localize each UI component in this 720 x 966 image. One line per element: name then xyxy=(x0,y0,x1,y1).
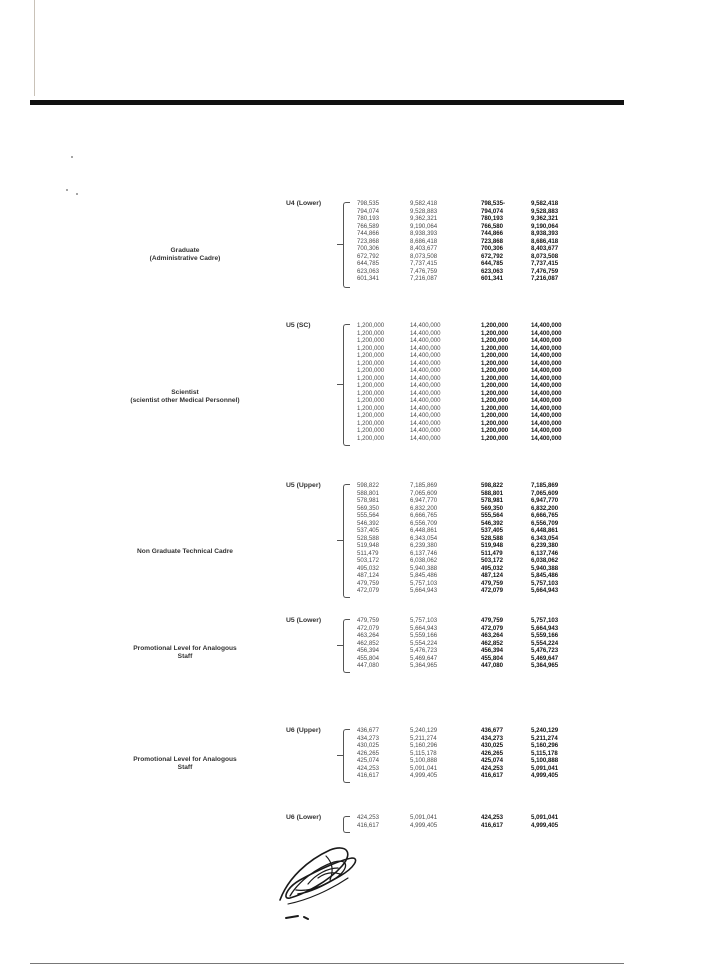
cell: 1,200,000 xyxy=(481,389,509,397)
cell: 9,528,883 xyxy=(410,207,438,215)
cadre-line: Promotional Level for Analogous xyxy=(133,756,237,763)
value-column-4 xyxy=(531,814,558,829)
cell: 7,185,869 xyxy=(531,482,559,489)
cell: 4,999,405 xyxy=(410,772,438,779)
cell: 1,200,000 xyxy=(357,419,385,427)
cell: 14,400,000 xyxy=(531,412,562,419)
cell: 6,832,200 xyxy=(410,504,438,512)
cell: 1,200,000 xyxy=(357,367,385,374)
cell: 9,582,418 xyxy=(531,200,559,207)
value-column-4 xyxy=(531,482,558,595)
cell: 447,080 xyxy=(357,662,380,669)
cell: 1,200,000 xyxy=(481,329,509,337)
value-column-1 xyxy=(357,727,379,780)
bracket-tick xyxy=(337,244,343,245)
scan-speck xyxy=(66,189,68,191)
cell: 14,400,000 xyxy=(410,434,441,442)
cell: 6,239,380 xyxy=(531,542,559,549)
cell: 598,822 xyxy=(357,482,380,489)
cell: 5,091,041 xyxy=(531,764,559,772)
cell: 7,065,609 xyxy=(410,489,438,497)
cell: 14,400,000 xyxy=(531,367,562,374)
cell: 1,200,000 xyxy=(357,389,385,397)
cell: 495,032 xyxy=(357,564,380,572)
cell: 1,200,000 xyxy=(357,352,385,359)
cell: 1,200,000 xyxy=(357,412,385,419)
cell: 537,405 xyxy=(357,527,380,534)
cell: 555,564 xyxy=(357,512,380,519)
cell: 672,792 xyxy=(357,252,380,260)
cadre-label xyxy=(80,756,290,772)
cell: 9,528,883 xyxy=(531,207,559,215)
cell: 569,350 xyxy=(481,504,504,512)
cell: 14,400,000 xyxy=(531,389,562,397)
salary-level-label: U5 (Upper) xyxy=(286,482,321,489)
cell: 623,063 xyxy=(357,267,380,275)
cell: 1,200,000 xyxy=(357,404,385,412)
cell: 1,200,000 xyxy=(481,404,509,412)
cell: 1,200,000 xyxy=(357,344,385,352)
cell: 425,074 xyxy=(357,757,380,764)
value-column-3 xyxy=(481,482,503,595)
cell: 426,265 xyxy=(357,749,380,757)
cell: 623,063 xyxy=(481,267,504,275)
value-column-3 xyxy=(481,617,503,670)
cell: 14,400,000 xyxy=(410,322,441,329)
cadre-label xyxy=(80,548,290,556)
cadre-label xyxy=(80,247,290,263)
cell: 14,400,000 xyxy=(410,344,441,352)
cell: 6,556,709 xyxy=(531,519,559,527)
cell: 416,617 xyxy=(357,821,380,829)
cell: 456,394 xyxy=(357,647,380,654)
cell: 8,686,418 xyxy=(531,237,559,245)
cell: 424,253 xyxy=(357,814,380,821)
cell: 519,948 xyxy=(481,542,504,549)
cell: 4,999,405 xyxy=(410,821,438,829)
cell: 456,394 xyxy=(481,647,504,654)
cadre-line: (Administrative Cadre) xyxy=(149,255,221,262)
cell: 1,200,000 xyxy=(481,434,509,442)
cell: 1,200,000 xyxy=(481,359,509,367)
cadre-line: (scientist other Medical Personnel) xyxy=(130,397,240,404)
bracket xyxy=(343,484,350,598)
cell: 5,091,041 xyxy=(410,814,438,821)
cell: 416,617 xyxy=(357,772,380,779)
value-column-1 xyxy=(357,814,379,829)
cell: 7,216,087 xyxy=(410,275,438,282)
cell: 1,200,000 xyxy=(357,397,385,404)
margin-line xyxy=(34,0,35,96)
cell: 472,079 xyxy=(481,587,504,594)
cadre-label xyxy=(80,389,290,405)
cell: 511,479 xyxy=(481,549,503,557)
cell: 479,759 xyxy=(481,617,504,624)
cell: 8,938,393 xyxy=(531,230,559,237)
cell: 5,211,274 xyxy=(410,734,437,742)
cell: 6,947,770 xyxy=(531,497,559,504)
cell: 5,115,178 xyxy=(410,749,437,757)
value-column-2 xyxy=(410,814,437,829)
cell: 14,400,000 xyxy=(410,352,441,359)
cell: 766,589 xyxy=(357,222,380,230)
salary-level-label: U5 (SC) xyxy=(286,322,311,329)
cadre-line: Staff xyxy=(177,764,193,771)
cell: 487,124 xyxy=(357,572,380,579)
cadre-line: Non Graduate Technical Cadre xyxy=(137,548,233,555)
cell: 780,193 xyxy=(357,215,380,222)
cell: 5,664,943 xyxy=(410,587,438,594)
cell: 5,664,943 xyxy=(531,587,559,594)
cell: 6,038,062 xyxy=(531,557,559,564)
cell: 436,677 xyxy=(357,727,380,734)
cell: 6,343,054 xyxy=(410,534,438,542)
cell: 7,476,759 xyxy=(531,267,559,275)
cell: 5,476,723 xyxy=(531,647,559,654)
cell: 5,664,943 xyxy=(410,624,438,632)
cell: 672,792 xyxy=(481,252,504,260)
cell: 5,476,723 xyxy=(410,647,438,654)
cell: 780,193 xyxy=(481,215,504,222)
cell: 578,981 xyxy=(357,497,380,504)
cell: 455,804 xyxy=(357,654,380,662)
cell: 426,265 xyxy=(481,749,504,757)
cell: 5,091,041 xyxy=(410,764,438,772)
cell: 5,100,888 xyxy=(531,757,559,764)
cell: 546,392 xyxy=(357,519,380,527)
cell: 1,200,000 xyxy=(481,344,509,352)
cell: 14,400,000 xyxy=(531,382,562,389)
cell: 1,200,000 xyxy=(481,382,509,389)
value-column-3 xyxy=(481,200,505,283)
cell: 5,554,224 xyxy=(531,639,559,647)
scan-speck xyxy=(76,193,78,195)
cell: 8,938,393 xyxy=(410,230,438,237)
cell: 472,079 xyxy=(357,587,380,594)
cell: 4,999,405 xyxy=(531,821,559,829)
cell: 4,999,405 xyxy=(531,772,559,779)
cadre-line: Staff xyxy=(177,653,193,660)
cell: 528,588 xyxy=(481,534,504,542)
cell: 5,091,041 xyxy=(531,814,559,821)
cell: 1,200,000 xyxy=(357,374,385,382)
cell: 798,535 xyxy=(357,200,380,207)
cell: 5,559,166 xyxy=(410,632,438,639)
cell: 425,074 xyxy=(481,757,504,764)
cell: 6,556,709 xyxy=(410,519,438,527)
cell: 9,362,321 xyxy=(531,215,559,222)
cell: 5,115,178 xyxy=(531,749,558,757)
cell: 7,185,869 xyxy=(410,482,438,489)
value-column-3 xyxy=(481,814,503,829)
cell: 588,801 xyxy=(357,489,380,497)
value-column-1 xyxy=(357,617,379,670)
cell: 487,124 xyxy=(481,572,504,579)
cell: 700,306 xyxy=(481,245,504,252)
cell: 14,400,000 xyxy=(410,412,441,419)
cell: 8,403,677 xyxy=(531,245,559,252)
cell: 5,160,296 xyxy=(531,742,559,749)
cell: 14,400,000 xyxy=(531,397,562,404)
cell: 8,073,508 xyxy=(410,252,438,260)
cell: 5,160,296 xyxy=(410,742,438,749)
salary-level-label: U5 (Lower) xyxy=(286,617,322,624)
salary-level-label: U6 (Lower) xyxy=(286,814,322,821)
cell: 495,032 xyxy=(481,564,504,572)
bracket xyxy=(343,619,350,673)
cell: 569,350 xyxy=(357,504,380,512)
cell: 14,400,000 xyxy=(531,427,562,434)
cell: 1,200,000 xyxy=(357,427,385,434)
cell: 700,306 xyxy=(357,245,380,252)
cell: 6,343,054 xyxy=(531,534,559,542)
cell: 8,686,418 xyxy=(410,237,438,245)
cell: 601,341 xyxy=(481,275,504,282)
cell: 5,757,103 xyxy=(410,579,438,587)
cell: 5,940,388 xyxy=(531,564,559,572)
cell: 14,400,000 xyxy=(410,427,441,434)
cell: 1,200,000 xyxy=(357,434,385,442)
value-column-4 xyxy=(531,727,558,780)
cell: 7,476,759 xyxy=(410,267,438,275)
cell: 798,535- xyxy=(481,200,506,207)
cell: 9,582,418 xyxy=(410,200,438,207)
cell: 744,866 xyxy=(357,230,380,237)
value-column-3 xyxy=(481,727,503,780)
cell: 555,564 xyxy=(481,512,504,519)
cell: 546,392 xyxy=(481,519,504,527)
cell: 723,868 xyxy=(481,237,504,245)
bracket-tick xyxy=(337,755,343,756)
cell: 5,554,224 xyxy=(410,639,438,647)
cell: 6,666,765 xyxy=(531,512,559,519)
cell: 6,137,746 xyxy=(531,549,559,557)
cell: 430,025 xyxy=(357,742,380,749)
cell: 14,400,000 xyxy=(410,419,441,427)
cell: 794,074 xyxy=(481,207,504,215)
cell: 1,200,000 xyxy=(481,419,509,427)
cell: 5,364,965 xyxy=(531,662,559,669)
cell: 1,200,000 xyxy=(481,374,509,382)
cell: 14,400,000 xyxy=(531,337,562,344)
cell: 430,025 xyxy=(481,742,504,749)
cell: 14,400,000 xyxy=(531,419,562,427)
cell: 5,240,129 xyxy=(410,727,438,734)
cell: 7,737,415 xyxy=(410,260,438,267)
cell: 424,253 xyxy=(357,764,380,772)
cell: 462,852 xyxy=(481,639,504,647)
bracket-tick xyxy=(337,645,343,646)
value-column-1 xyxy=(357,482,379,595)
bracket-tick xyxy=(337,540,343,541)
cell: 6,666,765 xyxy=(410,512,438,519)
cell: 14,400,000 xyxy=(410,382,441,389)
cell: 766,580 xyxy=(481,222,504,230)
cell: 5,757,103 xyxy=(410,617,438,624)
cell: 14,400,000 xyxy=(410,329,441,337)
cell: 6,448,861 xyxy=(410,527,438,534)
cell: 503,172 xyxy=(481,557,504,564)
cell: 5,211,274 xyxy=(531,734,558,742)
bracket xyxy=(343,729,350,783)
cell: 14,400,000 xyxy=(410,367,441,374)
cell: 644,785 xyxy=(357,260,380,267)
cell: 6,137,746 xyxy=(410,549,438,557)
cell: 598,822 xyxy=(481,482,504,489)
cadre-line: Graduate xyxy=(170,247,200,254)
value-column-1 xyxy=(357,322,384,442)
value-column-4 xyxy=(531,200,558,283)
cell: 455,804 xyxy=(481,654,504,662)
salary-level-label: U4 (Lower) xyxy=(286,200,322,207)
value-column-4 xyxy=(531,322,562,442)
cell: 434,273 xyxy=(481,734,504,742)
cell: 463,264 xyxy=(357,632,380,639)
cell: 6,832,200 xyxy=(531,504,559,512)
cell: 472,079 xyxy=(357,624,380,632)
cell: 6,947,770 xyxy=(410,497,438,504)
cell: 14,400,000 xyxy=(531,344,562,352)
cell: 463,264 xyxy=(481,632,504,639)
cell: 503,172 xyxy=(357,557,380,564)
cell: 1,200,000 xyxy=(357,337,385,344)
cell: 578,981 xyxy=(481,497,504,504)
value-column-2 xyxy=(410,200,437,283)
cell: 14,400,000 xyxy=(410,397,441,404)
cell: 424,253 xyxy=(481,814,504,821)
cell: 8,403,677 xyxy=(410,245,438,252)
cadre-line: Scientist xyxy=(171,389,199,396)
bracket-tick xyxy=(337,384,343,385)
bracket xyxy=(343,816,350,833)
cell: 14,400,000 xyxy=(531,374,562,382)
cell: 5,757,103 xyxy=(531,617,559,624)
cell: 447,080 xyxy=(481,662,504,669)
cell: 7,216,087 xyxy=(531,275,559,282)
cell: 14,400,000 xyxy=(410,374,441,382)
cell: 462,852 xyxy=(357,639,380,647)
cell: 723,868 xyxy=(357,237,380,245)
cell: 9,190,064 xyxy=(410,222,438,230)
cell: 5,240,129 xyxy=(531,727,559,734)
cell: 5,845,486 xyxy=(410,572,438,579)
cell: 5,100,888 xyxy=(410,757,438,764)
cell: 1,200,000 xyxy=(357,382,385,389)
cell: 416,617 xyxy=(481,772,504,779)
cell: 744,866 xyxy=(481,230,504,237)
cell: 1,200,000 xyxy=(357,329,385,337)
cell: 1,200,000 xyxy=(357,359,385,367)
cell: 5,559,166 xyxy=(531,632,559,639)
cell: 5,469,647 xyxy=(410,654,438,662)
cell: 9,190,064 xyxy=(531,222,559,230)
cell: 479,759 xyxy=(357,617,380,624)
cell: 6,239,380 xyxy=(410,542,438,549)
bracket xyxy=(343,202,350,288)
cell: 9,362,321 xyxy=(410,215,438,222)
cell: 14,400,000 xyxy=(531,434,562,442)
value-column-2 xyxy=(410,322,441,442)
cell: 1,200,000 xyxy=(357,322,385,329)
cell: 14,400,000 xyxy=(531,404,562,412)
value-column-2 xyxy=(410,617,437,670)
cell: 424,253 xyxy=(481,764,504,772)
value-column-2 xyxy=(410,482,437,595)
cadre-line: Promotional Level for Analogous xyxy=(133,645,237,652)
footer-rule xyxy=(30,963,624,964)
cell: 14,400,000 xyxy=(531,352,562,359)
cell: 794,074 xyxy=(357,207,380,215)
cell: 14,400,000 xyxy=(410,337,441,344)
cell: 588,801 xyxy=(481,489,504,497)
cell: 416,617 xyxy=(481,821,504,829)
cell: 601,341 xyxy=(357,275,380,282)
cell: 14,400,000 xyxy=(410,389,441,397)
cell: 1,200,000 xyxy=(481,367,509,374)
cell: 6,038,062 xyxy=(410,557,438,564)
cell: 14,400,000 xyxy=(531,359,562,367)
cell: 1,200,000 xyxy=(481,412,509,419)
cell: 1,200,000 xyxy=(481,322,509,329)
value-column-4 xyxy=(531,617,558,670)
cell: 7,737,415 xyxy=(531,260,559,267)
cell: 7,065,609 xyxy=(531,489,559,497)
cadre-label xyxy=(80,645,290,661)
cell: 479,759 xyxy=(481,579,504,587)
cell: 519,948 xyxy=(357,542,380,549)
cell: 472,079 xyxy=(481,624,504,632)
cell: 479,759 xyxy=(357,579,380,587)
cell: 436,677 xyxy=(481,727,504,734)
cell: 644,785 xyxy=(481,260,504,267)
cell: 434,273 xyxy=(357,734,380,742)
cell: 528,588 xyxy=(357,534,380,542)
cell: 1,200,000 xyxy=(481,427,509,434)
cell: 537,405 xyxy=(481,527,504,534)
cell: 14,400,000 xyxy=(531,329,562,337)
cell: 5,469,647 xyxy=(531,654,559,662)
cell: 6,448,861 xyxy=(531,527,559,534)
cell: 1,200,000 xyxy=(481,397,509,404)
cell: 511,479 xyxy=(357,549,379,557)
cell: 5,940,388 xyxy=(410,564,438,572)
cell: 1,200,000 xyxy=(481,337,509,344)
scan-speck xyxy=(71,156,73,158)
value-column-2 xyxy=(410,727,437,780)
bracket xyxy=(343,324,350,446)
cell: 14,400,000 xyxy=(410,359,441,367)
header-rule xyxy=(30,100,624,105)
value-column-3 xyxy=(481,322,508,442)
value-column-1 xyxy=(357,200,379,283)
cell: 14,400,000 xyxy=(531,322,562,329)
handwritten-signature xyxy=(268,838,378,928)
cell: 5,364,965 xyxy=(410,662,438,669)
cell: 14,400,000 xyxy=(410,404,441,412)
cell: 1,200,000 xyxy=(481,352,509,359)
cell: 8,073,508 xyxy=(531,252,559,260)
cell: 5,845,486 xyxy=(531,572,559,579)
salary-level-label: U6 (Upper) xyxy=(286,727,321,734)
cell: 5,757,103 xyxy=(531,579,559,587)
cell: 5,664,943 xyxy=(531,624,559,632)
